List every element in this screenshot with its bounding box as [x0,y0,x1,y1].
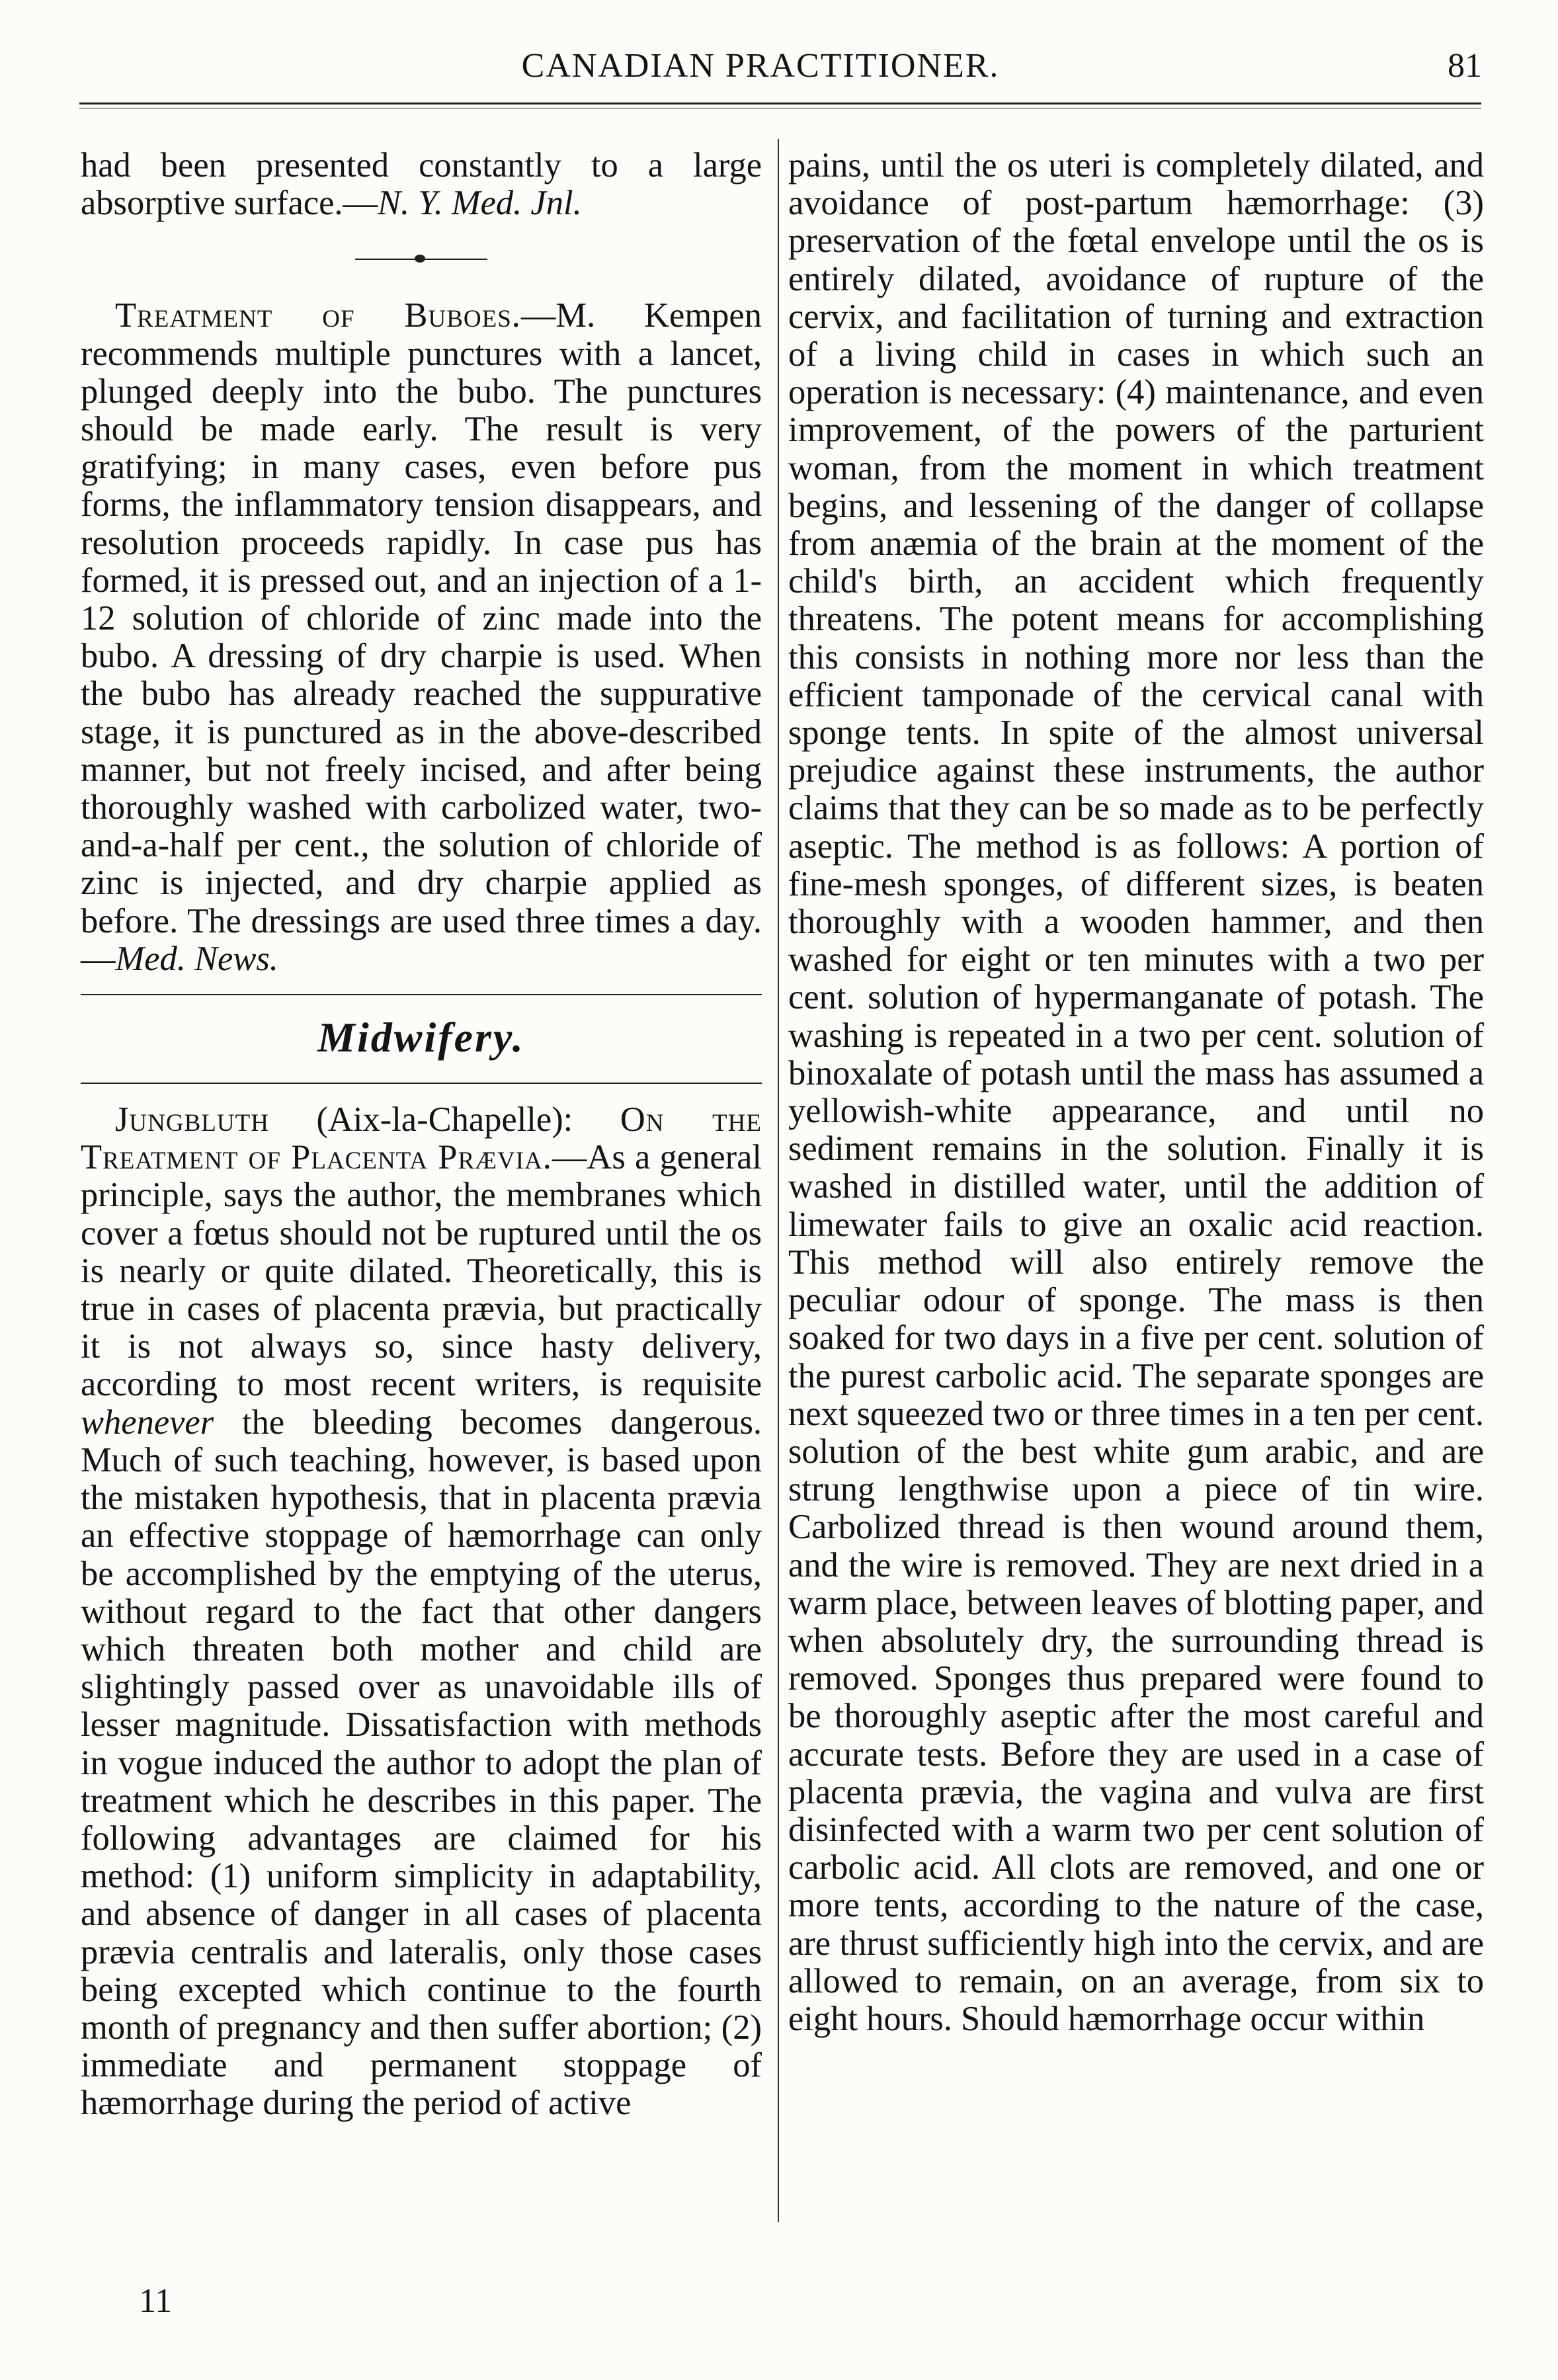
header-double-rule [79,103,1481,108]
section-heading: Midwifery. [317,1014,525,1061]
section-rule-bottom [81,1083,762,1084]
jungbluth-article [81,1101,762,2122]
article-body: —M. Kempen recommends multiple punctures with a lancet, plunged deeply into the bubo. The punctures should be made early. The result is very gratifying; in many cases, even before pus forms, the inflammatory tension disappears, and resolution proceeds rapidly. In case pus has formed, it is pressed out, and an injection of a 1-12 solution of chloride of zinc made into the bubo. A dressing of dry charpie is used. When the bubo has already reached the suppurative stage, it is punctured as in the above-described manner, but not freely incised, and after being thoroughly washed with carbolized water, two-and-a-half per cent., the solution of chloride of zinc is injected, and dry charpie applied as before. The dressings are used three times a day.— [81,296,762,978]
author-place: (Aix-la-Chapelle): [268,1100,620,1139]
continued-paragraph [81,147,762,222]
article-title: On the Treatment of Placenta Prævia. [81,1100,762,1177]
page-number: 81 [1448,47,1482,85]
column-divider [778,139,779,2222]
section-rule-top [81,994,762,995]
buboes-article [81,297,762,978]
source-citation: N. Y. Med. Jnl. [378,184,582,223]
left-column [81,147,762,2123]
article-continuation: pains, until the os uteri is completely dilated, and avoidance of post-partum hæmorrhage: (3) preservation of the fœtal envelope until the os is entirely dilated, avoidance of rupture of the cervix, and facilitation of turning and extraction of a living child in cases in which such an operation is necessary: (4) maintenance, and even improvement, of the powers of the parturient woman, from the moment in which treatment begins, and lessening of the danger of collapse from anæmia of the brain at the moment of the child's birth, an accident which frequently threatens. The potent means for accomplishing this consists in nothing more nor less than the efficient tamponade of the cervical canal with sponge tents. In spite of the almost universal prejudice against these instruments, the author claims that they can be so made as to be perfectly aseptic. The method is as follows: A portion of fine-mesh sponges, of different sizes, is beaten thoroughly with a wooden hammer, and then washed for eight or ten minutes with a two per cent. solution of hypermanganate of potash. The washing is repeated in a two per cent. solution of binoxalate of potash until the mass has assumed a yellowish-white appearance, and until no sediment remains in the solution. Finally it is washed in distilled water, until the addition of limewater fails to give an oxalic acid reaction. This method will also entirely remove the peculiar odour of sponge. The mass is then soaked for two days in a five per cent. solution of the purest carbolic acid. The separate sponges are next squeezed two or three times in a ten per cent. solution of the best white gum arabic, and are strung lengthwise upon a piece of tin wire. Carbolized thread is then wound around them, and the wire is removed. They are next dried in a warm place, between leaves of blotting paper, and when absolutely dry, the surrounding thread is removed. Sponges thus prepared were found to be thoroughly aseptic after the most careful and accurate tests. Before they are used in a case of placenta prævia, the vagina and vulva are first disinfected with a warm two per cent solution of carbolic acid. All clots are removed, and one or more tents, according to the nature of the case, are thrust sufficiently high into the cervix, and are allowed to remain, on an average, from six to eight hours. Should hæmorrhage occur within [788,146,1484,2038]
continued-text: had been presented constantly to a large absorptive surface.— [81,146,762,223]
right-column [788,147,1484,2038]
source-citation: Med. News. [115,939,278,978]
ornamental-rule [81,241,762,278]
running-head [0,46,1558,99]
article-body-part1: —As a general principle, says the author, the membranes which cover a fœtus should not be ruptured until the os is nearly or quite dilated. Theoretically, this is true in cases of placenta prævia, but practically it is not always so, since hasty delivery, according to most recent writers, is requisite [81,1138,762,1404]
signature-mark: 11 [139,2282,173,2320]
emphasized-word: whenever [81,1403,214,1442]
author-name: Jungbluth [115,1100,269,1139]
article-body-part2: the bleeding becomes dangerous. Much of such teaching, however, is based upon the mistaken hypothesis, that in placenta prævia an effective stoppage of hæmorrhage can only be accomplished by the emptying of the uterus, without regard to the fact that other dangers which threaten both mother and child are slightingly passed over as unavoidable ills of lesser magnitude. Dissatisfaction with methods in vogue induced the author to adopt the plan of treatment which he describes in this paper. The following advantages are claimed for his method: (1) uniform simplicity in adaptability, and absence of danger in all cases of placenta prævia centralis and lateralis, only those cases being excepted which continue to the fourth month of pregnancy and then suffer abortion; (2) immediate and permanent stoppage of hæmorrhage during the period of active [81,1403,762,2123]
article-title: Treatment of Buboes. [115,296,521,335]
journal-title: CANADIAN PRACTITIONER. [521,47,1000,85]
